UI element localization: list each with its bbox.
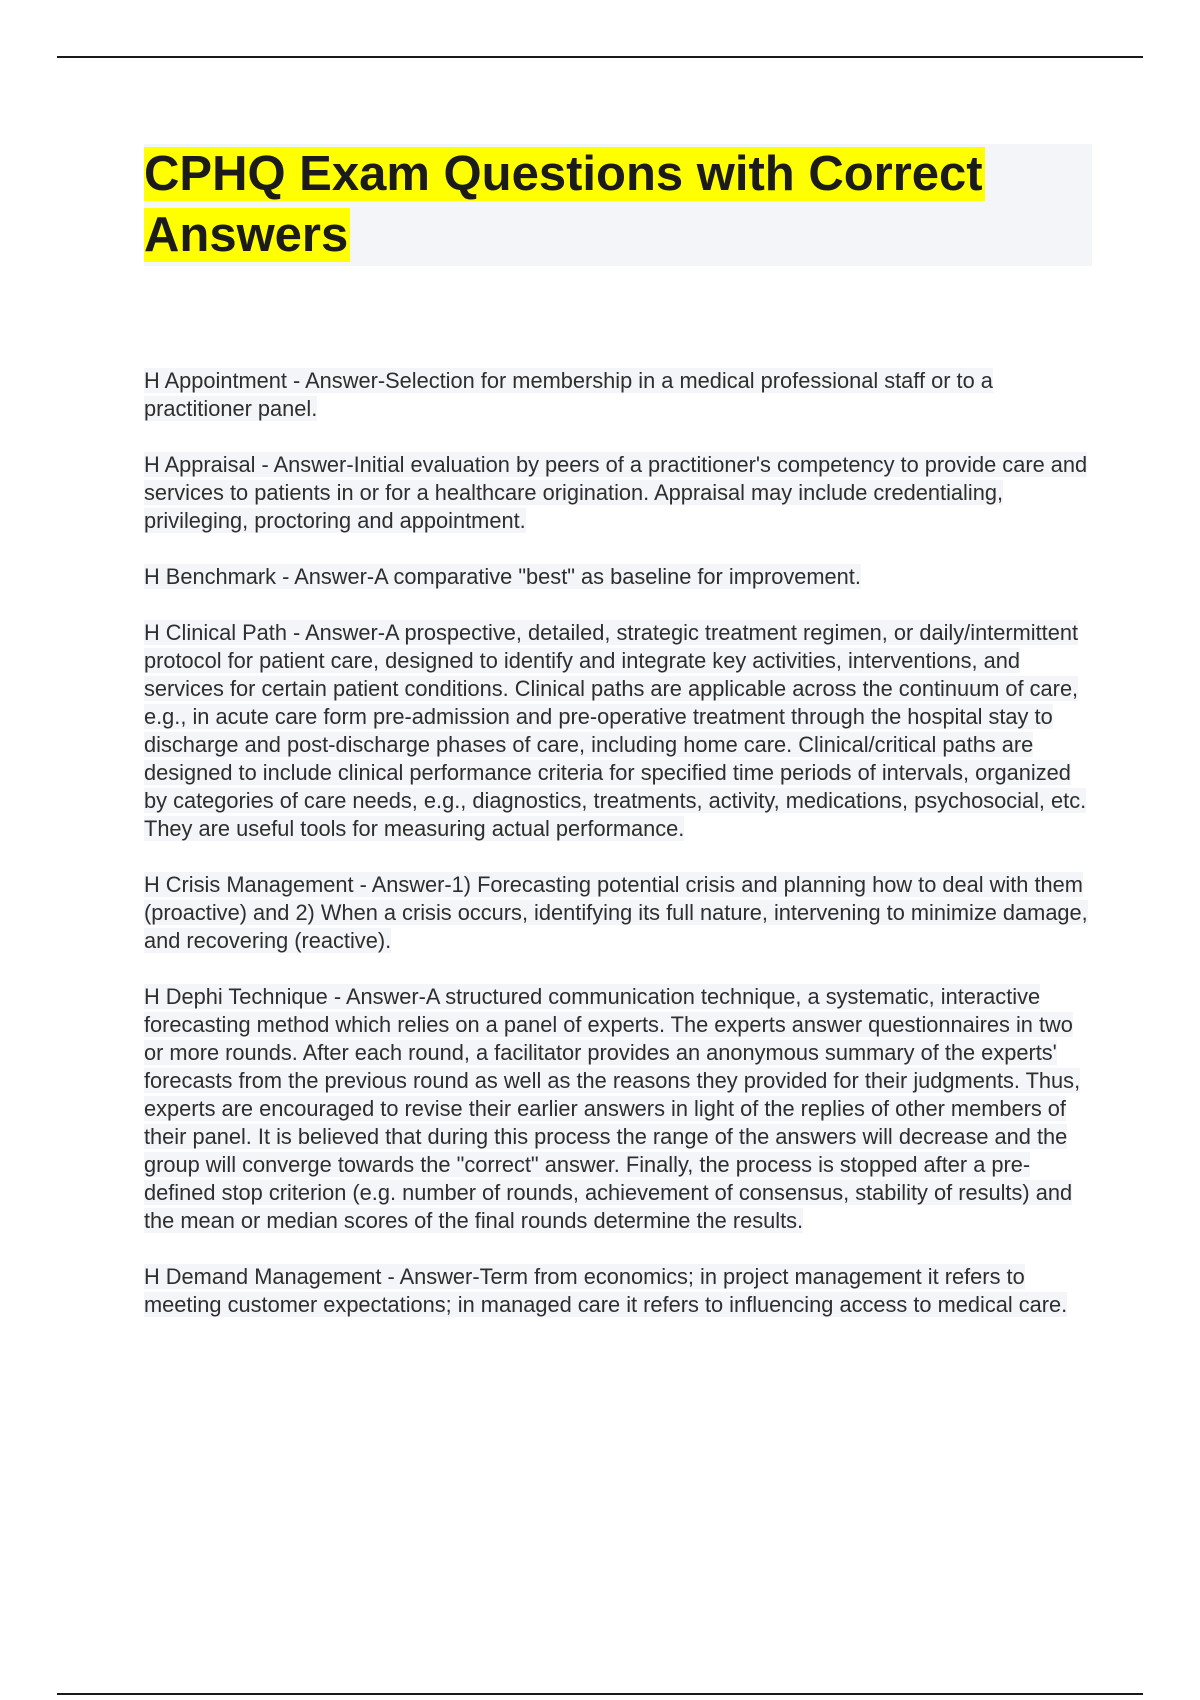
- entry-text: H Benchmark - Answer-A comparative "best" as baseline for improvement.: [144, 564, 861, 589]
- entry-text: H Dephi Technique - Answer-A structured communication technique, a systematic, interactive forecasting method which relies on a panel of experts. The experts answer questionnaires in two or more rounds. After each round, a facilitator provides an anonymous summary of the experts' forecasts from the previous round as well as the reasons they provided for their judgments. Thus, experts are encouraged to revise their earlier answers in light of the replies of other members of their panel. It is believed that during this process the range of the answers will decrease and the group will converge towards the "correct" answer. Finally, the process is stopped after a pre-defined stop criterion (e.g. number of rounds, achievement of consensus, stability of results) and the mean or median scores of the final rounds determine the results.: [144, 984, 1081, 1233]
- entry-text: H Demand Management - Answer-Term from economics; in project management it refers to meeting customer expectations; in managed care it refers to influencing access to medical care.: [144, 1264, 1068, 1317]
- entry-dephi-technique: [144, 983, 1092, 1235]
- entry-appointment: [144, 367, 1092, 423]
- entry-text: H Appointment - Answer-Selection for membership in a medical professional staff or to a practitioner panel.: [144, 368, 993, 421]
- document-title-text: CPHQ Exam Questions with Correct Answers: [144, 147, 983, 262]
- entry-benchmark: [144, 563, 1092, 591]
- top-divider: [57, 56, 1143, 58]
- entry-clinical-path: [144, 619, 1092, 843]
- entry-crisis-management: [144, 871, 1092, 955]
- entry-demand-management: [144, 1263, 1092, 1319]
- title-block: [144, 144, 1092, 266]
- document-title: [144, 144, 1092, 266]
- entry-text: H Appraisal - Answer-Initial evaluation by peers of a practitioner's competency to provide care and services to patients in or for a healthcare origination. Appraisal may include credentialing, privileging, proctoring and appointment.: [144, 452, 1088, 533]
- entry-appraisal: [144, 451, 1092, 535]
- entry-text: H Clinical Path - Answer-A prospective, detailed, strategic treatment regimen, or daily/intermittent protocol for patient care, designed to identify and integrate key activities, interventions, and services for certain patient conditions. Clinical paths are applicable across the continuum of care, e.g., in acute care form pre-admission and pre-operative treatment through the hospital stay to discharge and post-discharge phases of care, including home care. Clinical/critical paths are designed to include clinical performance criteria for specified time periods of intervals, organized by categories of care needs, e.g., diagnostics, treatments, activity, medications, psychosocial, etc. They are useful tools for measuring actual performance.: [144, 620, 1087, 841]
- bottom-divider: [57, 1693, 1143, 1695]
- entry-list: [144, 367, 1092, 1347]
- entry-text: H Crisis Management - Answer-1) Forecasting potential crisis and planning how to deal with them (proactive) and 2) When a crisis occurs, identifying its full nature, intervening to minimize damage, and recovering (reactive).: [144, 872, 1088, 953]
